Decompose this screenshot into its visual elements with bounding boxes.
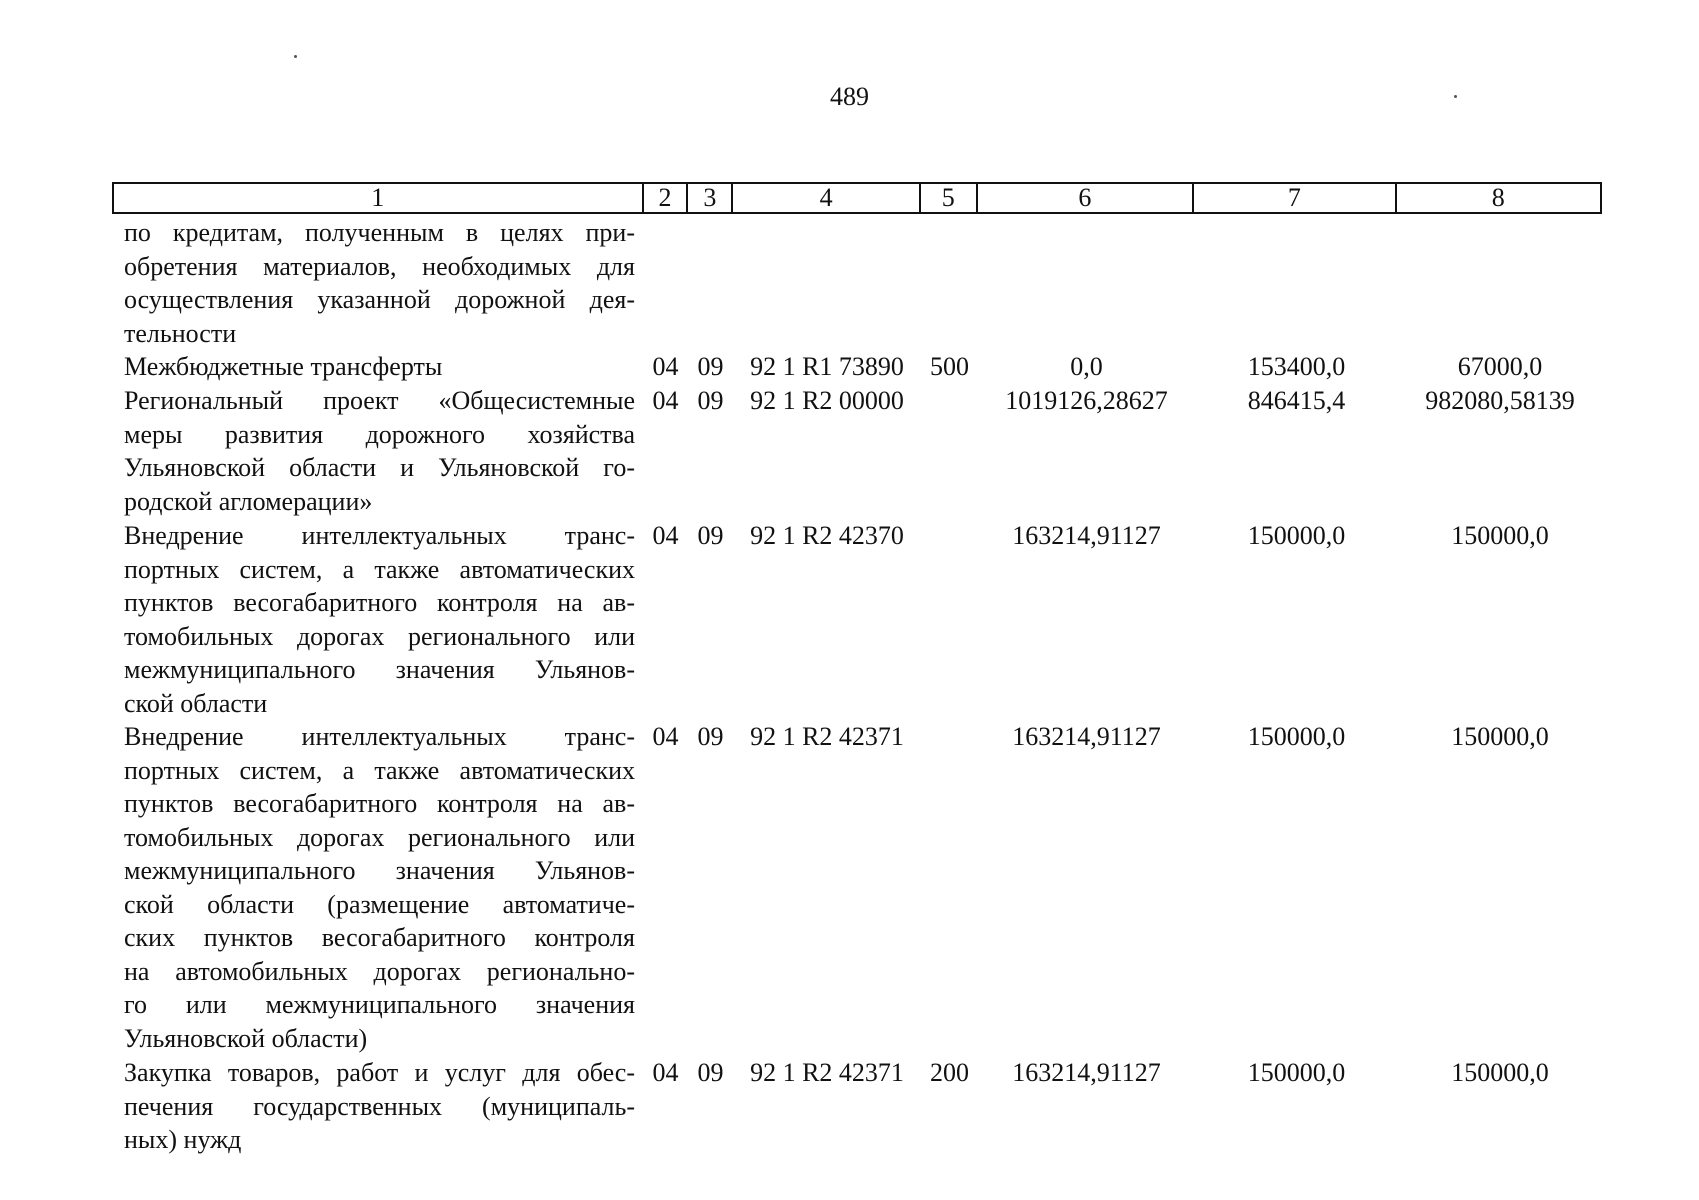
description-line: по кредитам, полученным в целях при- <box>124 218 635 247</box>
description-line: томобильных дорогах регионального или <box>124 822 635 852</box>
amount-col-8: 150000,0 <box>1451 1058 1549 1087</box>
section-code: 04 <box>652 521 679 550</box>
table-header-row <box>112 182 1602 214</box>
description-line: печения государственных (муниципаль- <box>124 1091 635 1121</box>
header-cell-8: 8 <box>1491 183 1505 212</box>
subsection-code: 09 <box>697 1058 724 1087</box>
subsection-code: 09 <box>697 521 724 550</box>
amount-col-8: 150000,0 <box>1451 722 1549 751</box>
row-description <box>112 216 643 350</box>
amount-col-8 <box>1398 216 1602 350</box>
header-cell-6: 6 <box>978 184 1194 212</box>
amount-col-7 <box>1195 216 1398 350</box>
expense-type-code <box>921 216 978 350</box>
description-line: портных систем, а также автоматических <box>124 554 635 584</box>
header-cell-5: 5 <box>921 184 978 212</box>
amount-col-6: 163214,91127 <box>1012 521 1161 550</box>
target-article-code: 92 1 R2 42371 <box>750 722 904 751</box>
header-cell-4: 4 <box>733 184 921 212</box>
header-cell-1: 1 <box>114 184 644 212</box>
table-row <box>112 350 1602 384</box>
description-line: Региональный проект «Общесистемные <box>124 386 635 415</box>
description-line: портных систем, а также автоматических <box>124 755 635 785</box>
header-cell-3: 3 <box>688 184 733 212</box>
section-code <box>643 216 688 350</box>
row-description <box>112 384 643 518</box>
table-row <box>112 384 1602 518</box>
description-line: Внедрение интеллектуальных транс- <box>124 521 635 550</box>
expense-type-code <box>921 519 978 720</box>
table-row <box>112 1056 1602 1157</box>
amount-col-8: 150000,0 <box>1451 521 1549 550</box>
row-description <box>112 519 643 720</box>
section-code: 04 <box>652 352 679 381</box>
section-code: 04 <box>652 386 679 415</box>
description-line: межмуниципального значения Ульянов- <box>124 856 635 885</box>
subsection-code: 09 <box>697 386 724 415</box>
table-row <box>112 720 1602 1055</box>
description-line: Межбюджетные трансферты <box>124 352 443 381</box>
amount-col-6: 163214,91127 <box>1012 722 1161 751</box>
amount-col-7: 150000,0 <box>1247 521 1346 550</box>
description-line: го или межмуниципального значения <box>124 990 635 1019</box>
row-description <box>112 720 643 1055</box>
page-number: 489 <box>830 82 869 111</box>
description-line: Внедрение интеллектуальных транс- <box>124 722 635 751</box>
description-line: обретения материалов, необходимых для <box>124 251 635 281</box>
description-line: тельности <box>124 318 237 348</box>
amount-col-6 <box>978 216 1195 350</box>
header-cell-7: 7 <box>1194 184 1396 212</box>
amount-col-7: 150000,0 <box>1247 722 1346 751</box>
amount-col-7: 846415,4 <box>1247 386 1346 415</box>
amount-col-6: 163214,91127 <box>1012 1058 1161 1087</box>
amount-col-6: 1019126,28627 <box>1005 386 1168 415</box>
description-line: ных) нужд <box>124 1125 242 1154</box>
amount-col-6: 0,0 <box>1070 352 1103 381</box>
description-line: ской области <box>124 688 268 718</box>
section-code: 04 <box>652 1058 679 1087</box>
description-line: Ульяновской области) <box>124 1023 368 1053</box>
description-line: осуществления указанной дорожной дея- <box>124 285 635 314</box>
expense-type-code <box>921 384 978 518</box>
amount-col-7: 153400,0 <box>1247 352 1346 381</box>
description-line: межмуниципального значения Ульянов- <box>124 655 635 684</box>
target-article-code: 92 1 R2 00000 <box>750 386 904 415</box>
description-line: Закупка товаров, работ и услуг для обес- <box>124 1058 635 1087</box>
description-line: меры развития дорожного хозяйства <box>124 419 635 449</box>
description-line: пунктов весогабаритного контроля на ав- <box>124 588 635 617</box>
description-line: на автомобильных дорогах регионально- <box>124 956 635 986</box>
expense-type-code: 500 <box>930 352 969 381</box>
description-line: ских пунктов весогабаритного контроля <box>124 923 635 952</box>
section-code: 04 <box>652 722 679 751</box>
expense-type-code: 200 <box>930 1058 969 1087</box>
description-line: пунктов весогабаритного контроля на ав- <box>124 789 635 818</box>
target-article-code: 92 1 R2 42370 <box>750 521 904 550</box>
row-description <box>112 350 643 384</box>
amount-col-8: 982080,58139 <box>1425 386 1575 415</box>
header-cell-2: 2 <box>644 184 689 212</box>
target-article-code: 92 1 R1 73890 <box>750 352 904 381</box>
table-row <box>112 519 1602 720</box>
subsection-code <box>688 216 733 350</box>
description-line: ской области (размещение автоматиче- <box>124 889 635 919</box>
table-row <box>112 216 1602 350</box>
amount-col-7: 150000,0 <box>1247 1058 1346 1087</box>
description-line: Ульяновской области и Ульяновской го- <box>124 453 635 482</box>
target-article-code: 92 1 R2 42371 <box>750 1058 904 1087</box>
expense-type-code <box>921 720 978 1055</box>
target-article-code <box>733 216 921 350</box>
subsection-code: 09 <box>697 722 724 751</box>
scan-speck <box>294 55 297 58</box>
description-line: родской агломерации» <box>124 486 373 516</box>
subsection-code: 09 <box>697 352 724 381</box>
row-description <box>112 1056 643 1157</box>
description-line: томобильных дорогах регионального или <box>124 621 635 651</box>
amount-col-8: 67000,0 <box>1457 352 1543 381</box>
